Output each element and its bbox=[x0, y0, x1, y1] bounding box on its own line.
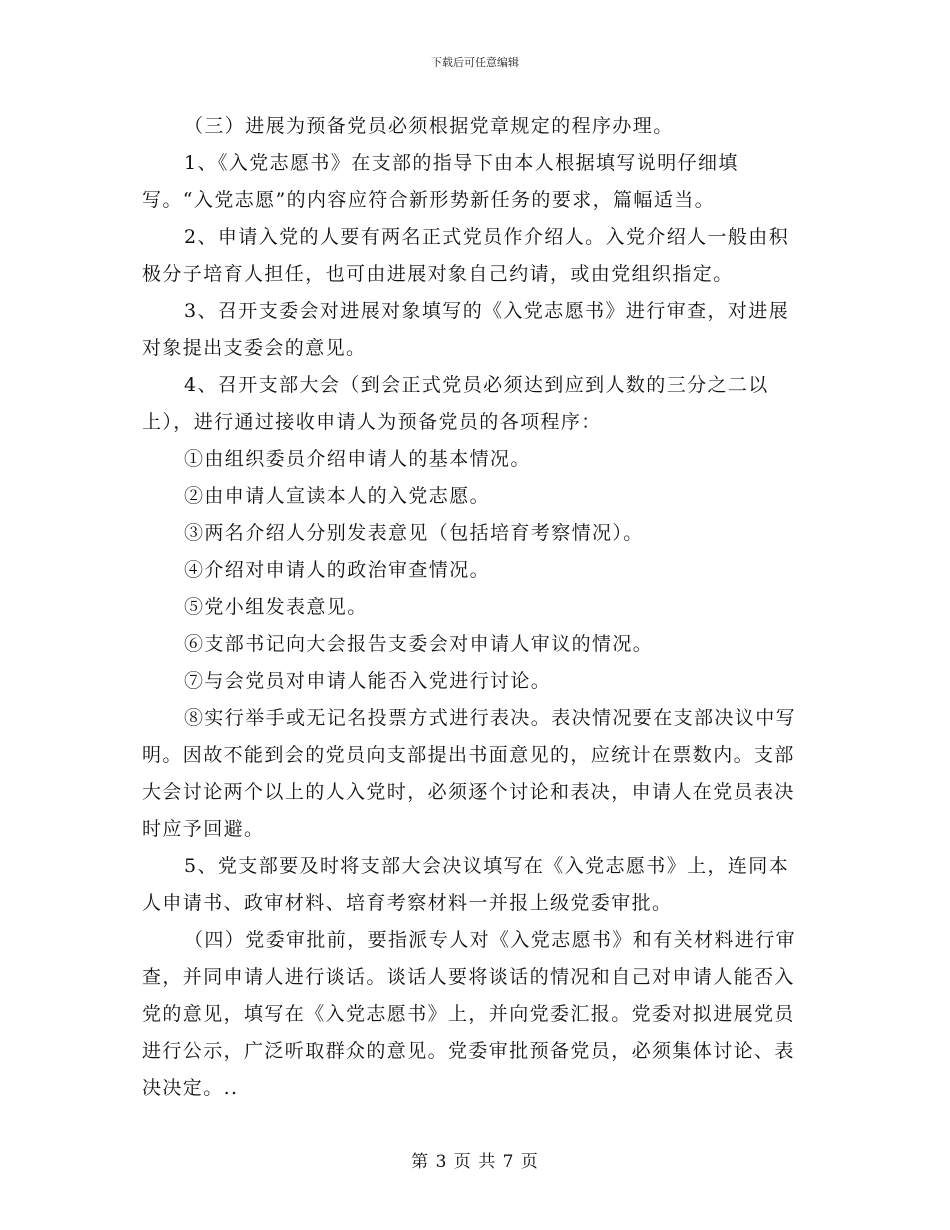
paragraph-item-4: 4、召开支部大会（到会正式党员必须达到应到人数的三分之二以上），进行通过接收申请人为预备党员的各项程序： bbox=[142, 374, 769, 433]
document-body bbox=[142, 108, 807, 1107]
section-4-paragraph: （四）党委审批前，要指派专人对《入党志愿书》和有关材料进行审查，并同申请人进行谈话。谈话人要将谈话的情况和自己对申请人能否入党的意见，填写在《入党志愿书》上，并向党委汇报。党委对拟进展党员进行公示，广泛听取群众的意见。党委审批预备党员，必须集体讨论、表决决定。.. bbox=[142, 929, 797, 1099]
procedure-step-7: ⑦与会党员对申请人能否入党进行讨论。 bbox=[184, 670, 552, 692]
paragraph-item-2: 2、申请入党的人要有两名正式党员作介绍人。入党介绍人一般由积极分子培育人担任，也可由进展对象自己约请，或由党组织指定。 bbox=[142, 226, 790, 285]
procedure-step-5: ⑤党小组发表意见。 bbox=[184, 596, 368, 618]
procedure-step-8: ⑧实行举手或无记名投票方式进行表决。表决情况要在支部决议中写明。因故不能到会的党员向支部提出书面意见的，应统计在票数内。支部大会讨论两个以上的人入党时，必须逐个讨论和表决，申请人在党员表决时应予回避。 bbox=[142, 707, 797, 840]
section-3-heading: （三）进展为预备党员必须根据党章规定的程序办理。 bbox=[184, 115, 674, 137]
procedure-step-1: ①由组织委员介绍申请人的基本情况。 bbox=[184, 448, 531, 470]
paragraph-item-1: 1、《入党志愿书》在支部的指导下由本人根据填写说明仔细填写。“入党志愿”的内容应符合新形势新任务的要求，篇幅适当。 bbox=[142, 152, 739, 211]
page-header-note: 下载后可任意编辑 bbox=[431, 56, 519, 69]
page-number-footer: 第 3 页 共 7 页 bbox=[411, 1152, 539, 1172]
procedure-step-6: ⑥支部书记向大会报告支委会对申请人审议的情况。 bbox=[184, 633, 654, 655]
paragraph-item-3: 3、召开支委会对进展对象填写的《入党志愿书》进行审查，对进展对象提出支委会的意见。 bbox=[142, 300, 790, 359]
procedure-step-2: ②由申请人宣读本人的入党志愿。 bbox=[184, 485, 491, 507]
paragraph-item-5: 5、党支部要及时将支部大会决议填写在《入党志愿书》上，连同本人申请书、政审材料、培育考察材料一并报上级党委审批。 bbox=[142, 855, 790, 914]
procedure-step-3: ③两名介绍人分别发表意见（包括培育考察情况）。 bbox=[184, 522, 644, 544]
procedure-step-4: ④介绍对申请人的政治审查情况。 bbox=[184, 559, 491, 581]
